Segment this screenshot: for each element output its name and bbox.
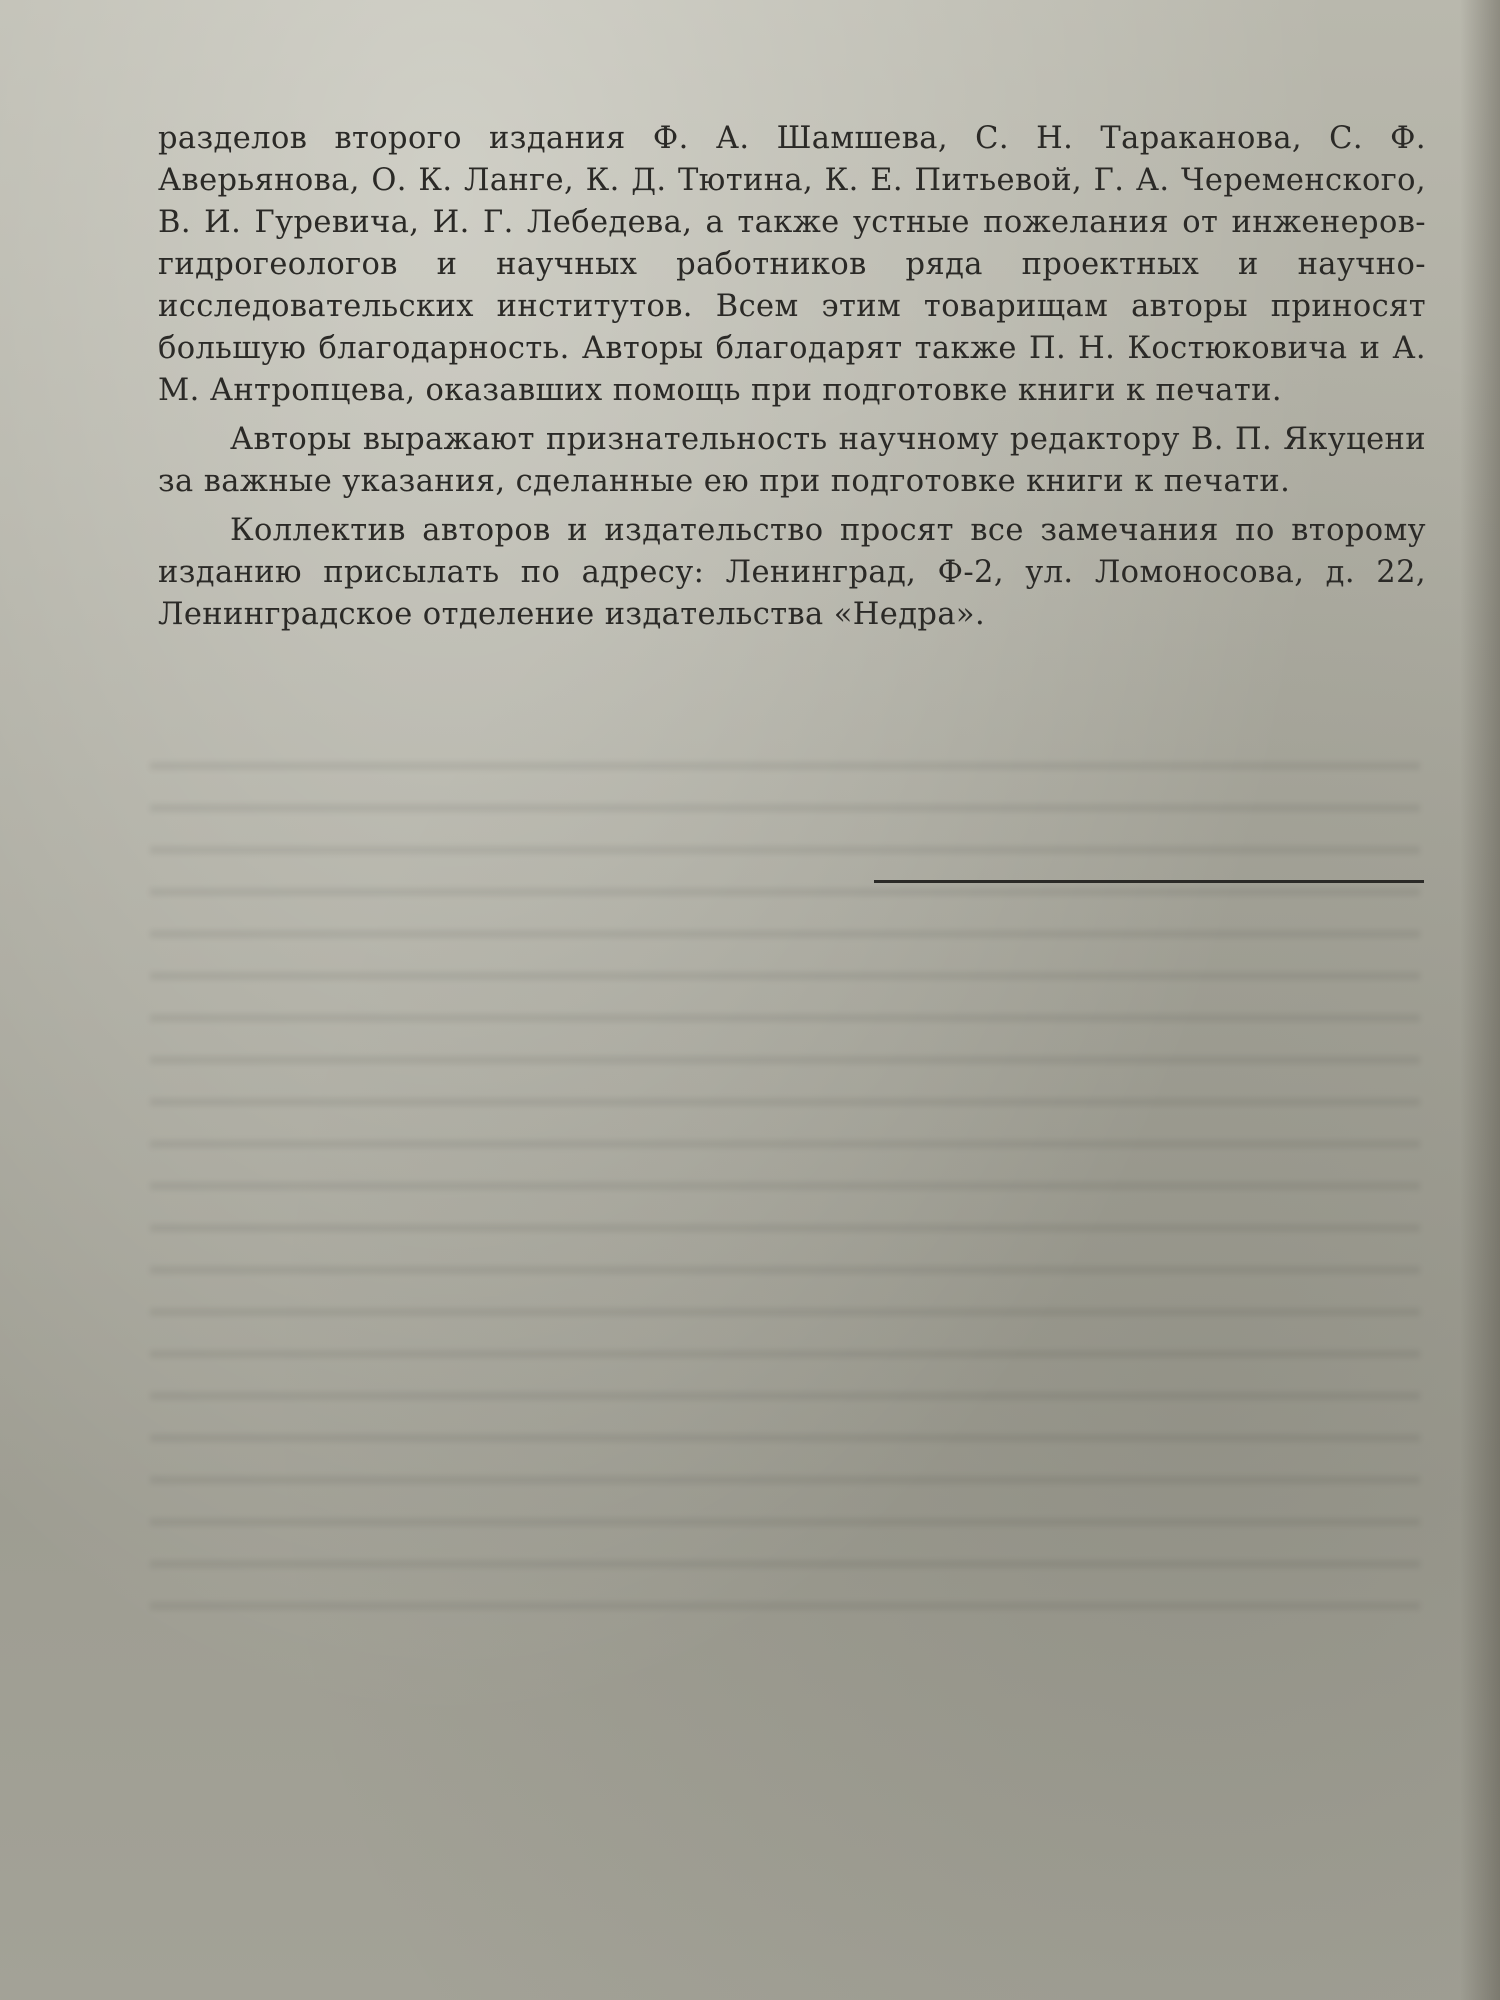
- end-rule: [874, 880, 1424, 883]
- paragraph-feedback-address: Коллектив авторов и издательство просят все замечания по второму изданию присылать по адресу: Ленинград, Ф-2, ул. Ломоносова, д. 22, Ленинградское отделение издательства «Недра».: [158, 513, 1426, 632]
- paragraph-editor-thanks: Авторы выражают признательность научному редактору В. П. Якуцени за важные указания, сделанные ею при подготовке книги к печати.: [158, 422, 1426, 499]
- page-edge-shadow: [1460, 0, 1500, 2000]
- paragraph-continuation: разделов второго издания Ф. А. Шамшева, С. Н. Тараканова, С. Ф. Аверьянова, О. К. Ланге, К. Д. Тютина, К. Е. Питьевой, Г. А. Черeменского, В. И. Гуревича, И. Г. Лебедева, а также устные пожелания от инженеров-гидрогеологов и научных работников ряда проектных и научно-исследовательских институтов. Всем этим товарищам авторы приносят большую благодарность. Авторы благодарят также П. Н. Костюковича и А. М. Антропцева, оказавших помощь при подготовке книги к печати.: [158, 121, 1426, 408]
- body-text: [158, 118, 1426, 643]
- show-through-text: [150, 740, 1420, 1640]
